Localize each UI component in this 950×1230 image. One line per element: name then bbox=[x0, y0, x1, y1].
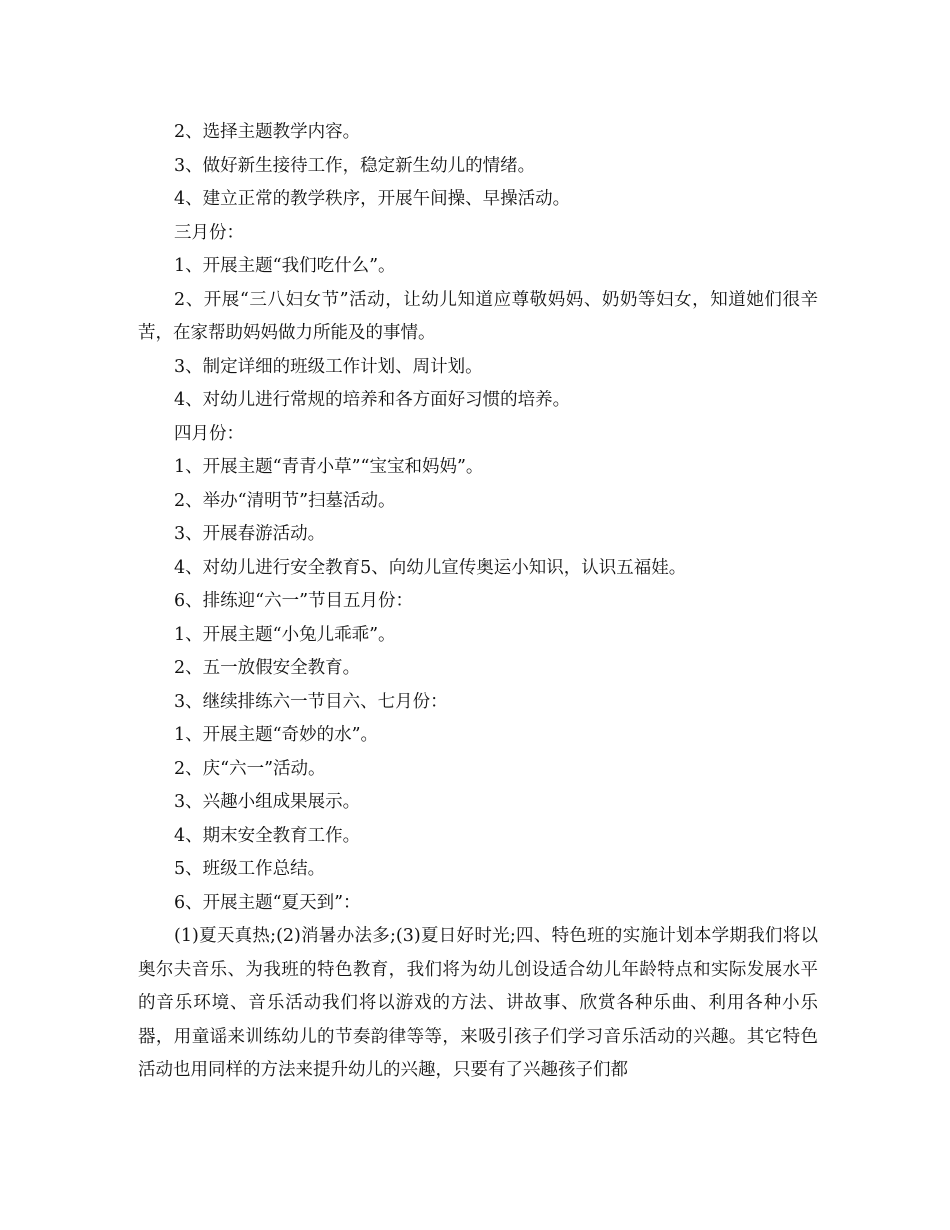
text-line: 1、开展主题“小兔儿乖乖”。 bbox=[174, 624, 396, 645]
section-heading-april: 四月份： bbox=[174, 423, 244, 444]
text-line: 1、开展主题“我们吃什么”。 bbox=[174, 256, 396, 276]
text-line: 2、五一放假安全教育。 bbox=[174, 658, 361, 678]
paragraph-summer-plan: (1)夏天真热;(2)消暑办法多;(3)夏日好时光;四、特色班的实施计划本学期我们将以奥尔夫音乐、为我班的特色教育，我们将为幼儿创设适合幼儿年龄特点和实际发展水平的音乐环境、音乐活动我们将以游戏的方法、讲故事、欣赏各种乐曲、利用各种小乐器，用童谣来训练幼儿的节奏韵律等等，来吸引孩子们学习音乐活动的兴趣。其它特色活动也用同样的方法来提升幼儿的兴趣，只要有了兴趣孩子们都 bbox=[138, 926, 818, 1080]
paragraph-march-item-2: 2、开展“三八妇女节”活动，让幼儿知道应尊敬妈妈、奶奶等妇女，知道她们很辛苦，在家帮助妈妈做力所能及的事情。 bbox=[138, 289, 818, 343]
text-line: 4、建立正常的教学秩序，开展午间操、早操活动。 bbox=[174, 189, 571, 209]
section-heading-march: 三月份： bbox=[174, 222, 244, 243]
document-body bbox=[138, 116, 818, 1088]
text-line: 3、制定详细的班级工作计划、周计划。 bbox=[174, 356, 483, 377]
text-line: 1、开展主题“奇妙的水”。 bbox=[174, 725, 379, 745]
text-line: 5、班级工作总结。 bbox=[174, 859, 326, 879]
text-line: 4、对幼儿进行安全教育5、向幼儿宣传奥运小知识，认识五福娃。 bbox=[174, 557, 687, 578]
text-line: 2、庆“六一”活动。 bbox=[174, 758, 326, 779]
text-line: 2、举办“清明节”扫墓活动。 bbox=[174, 490, 396, 511]
text-line: 1、开展主题“青青小草”“宝宝和妈妈”。 bbox=[174, 457, 484, 477]
text-line: 6、开展主题“夏天到”： bbox=[174, 892, 361, 913]
text-line: 6、排练迎“六一”节目五月份： bbox=[174, 591, 414, 611]
text-line: 4、对幼儿进行常规的培养和各方面好习惯的培养。 bbox=[174, 390, 571, 410]
text-line: 3、继续排练六一节目六、七月份： bbox=[174, 691, 448, 712]
text-line: 4、期末安全教育工作。 bbox=[174, 825, 361, 846]
text-line: 3、兴趣小组成果展示。 bbox=[174, 792, 361, 812]
text-line: 3、做好新生接待工作，稳定新生幼儿的情绪。 bbox=[174, 155, 536, 176]
text-line: 2、选择主题教学内容。 bbox=[174, 122, 361, 142]
text-line: 3、开展春游活动。 bbox=[174, 524, 326, 544]
